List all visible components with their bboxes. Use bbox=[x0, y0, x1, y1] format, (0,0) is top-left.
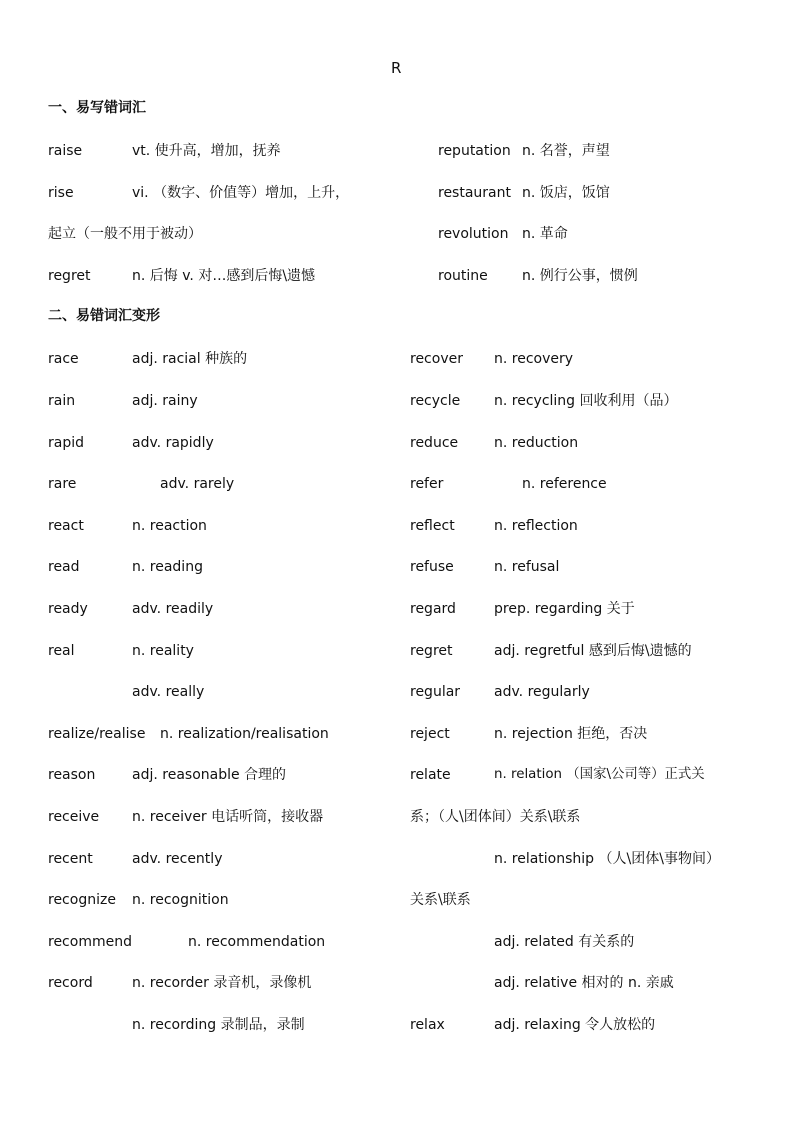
s2-right-def: adj. regretful 感到后悔\遗憾的 bbox=[494, 643, 692, 659]
s2-left-word: read bbox=[48, 559, 80, 575]
s2-right-word: regret bbox=[410, 643, 453, 659]
s1-left-word: raise bbox=[48, 143, 83, 159]
s2-left-word: reason bbox=[48, 767, 96, 783]
s2-right-def: n. recycling 回收利用（品） bbox=[494, 393, 678, 409]
s2-right-def: 系；（人\团体间）关系\联系 bbox=[410, 809, 581, 825]
s2-left-word: rain bbox=[48, 393, 76, 409]
s2-left-def: adv. recently bbox=[132, 851, 223, 867]
s1-right-def: n. 名誉，声望 bbox=[522, 143, 610, 159]
s1-right-word: restaurant bbox=[438, 185, 511, 201]
s2-right-def: n. refusal bbox=[494, 559, 560, 575]
s2-left-def: n. recommendation bbox=[188, 934, 326, 950]
s2-right-def: n. recovery bbox=[494, 351, 574, 367]
s1-right-def: n. 例行公事，惯例 bbox=[522, 268, 638, 284]
page-title: R bbox=[391, 59, 402, 77]
s2-left-def: n. reality bbox=[132, 643, 194, 659]
s2-left-def: adj. reasonable 合理的 bbox=[132, 767, 287, 783]
s2-right-word: recycle bbox=[410, 393, 461, 409]
s2-right-def: n. reflection bbox=[494, 518, 578, 534]
s2-right-word: reject bbox=[410, 726, 450, 742]
s2-right-word: reduce bbox=[410, 435, 459, 451]
s2-right-def: n. relationship （人\团体\事物间） bbox=[494, 851, 720, 867]
s2-left-def: adv. really bbox=[132, 684, 205, 700]
s1-left-def: n. 后悔 v. 对…感到后悔\遗憾 bbox=[132, 268, 316, 284]
s2-right-word: regular bbox=[410, 684, 461, 700]
s1-left-word: rise bbox=[48, 185, 74, 201]
s2-left-def: n. realization/realisation bbox=[160, 726, 329, 742]
s2-left-word: record bbox=[48, 975, 93, 991]
s2-left-word: race bbox=[48, 351, 79, 367]
s2-right-def: n. rejection 拒绝，否决 bbox=[494, 726, 648, 742]
s2-left-word: recommend bbox=[48, 934, 132, 950]
s2-left-word: react bbox=[48, 518, 84, 534]
s1-left-def: vt. 使升高，增加，抚养 bbox=[132, 143, 281, 159]
s2-left-def: adv. rarely bbox=[160, 476, 235, 492]
s2-left-def: n. recording 录制品，录制 bbox=[132, 1017, 305, 1033]
s2-right-word: reflect bbox=[410, 518, 455, 534]
s2-right-word: recover bbox=[410, 351, 463, 367]
s2-right-def: 关系\联系 bbox=[410, 892, 471, 908]
s2-left-word: rapid bbox=[48, 435, 84, 451]
s2-right-word: refer bbox=[410, 476, 444, 492]
s2-right-def: adj. relaxing 令人放松的 bbox=[494, 1017, 656, 1033]
s2-right-word: relate bbox=[410, 767, 451, 783]
s2-left-word: receive bbox=[48, 809, 100, 825]
s1-right-word: reputation bbox=[438, 143, 511, 159]
s2-right-word: regard bbox=[410, 601, 456, 617]
s2-right-def: prep. regarding 关于 bbox=[494, 601, 635, 617]
s2-left-def: n. receiver 电话听筒，接收器 bbox=[132, 809, 324, 825]
s1-left-def: 起立（一般不用于被动） bbox=[48, 226, 202, 242]
s2-left-def: n. recognition bbox=[132, 892, 229, 908]
s2-left-word: ready bbox=[48, 601, 88, 617]
section-heading-1: 一、易写错词汇 bbox=[48, 100, 146, 116]
section-heading-2: 二、易错词汇变形 bbox=[48, 308, 160, 324]
s1-left-def: vi. （数字、价值等）增加，上升， bbox=[132, 185, 350, 201]
s2-right-def: n. reduction bbox=[494, 435, 579, 451]
s2-right-def: adj. relative 相对的 n. 亲戚 bbox=[494, 975, 674, 991]
s2-right-def: n. reference bbox=[522, 476, 607, 492]
s2-right-def: adj. related 有关系的 bbox=[494, 934, 635, 950]
s1-right-def: n. 革命 bbox=[522, 226, 568, 242]
s2-left-word: real bbox=[48, 643, 75, 659]
s1-right-word: revolution bbox=[438, 226, 509, 242]
s2-right-word: refuse bbox=[410, 559, 454, 575]
s2-left-def: adv. rapidly bbox=[132, 435, 214, 451]
s1-left-word: regret bbox=[48, 268, 91, 284]
s2-left-def: n. reaction bbox=[132, 518, 207, 534]
s2-right-def: adv. regularly bbox=[494, 684, 590, 700]
s2-left-def: adj. racial 种族的 bbox=[132, 351, 248, 367]
s1-right-def: n. 饭店，饭馆 bbox=[522, 185, 610, 201]
s2-left-def: n. reading bbox=[132, 559, 203, 575]
s2-right-word: relax bbox=[410, 1017, 445, 1033]
s2-left-def: n. recorder 录音机，录像机 bbox=[132, 975, 312, 991]
s2-left-def: adj. rainy bbox=[132, 393, 198, 409]
s2-right-def: n. relation （国家\公司等）正式关 bbox=[494, 767, 705, 782]
s2-left-word: rare bbox=[48, 476, 77, 492]
s2-left-word: recognize bbox=[48, 892, 116, 908]
s2-left-word: recent bbox=[48, 851, 93, 867]
s1-right-word: routine bbox=[438, 268, 488, 284]
s2-left-word: realize/realise bbox=[48, 726, 146, 742]
s2-left-def: adv. readily bbox=[132, 601, 214, 617]
